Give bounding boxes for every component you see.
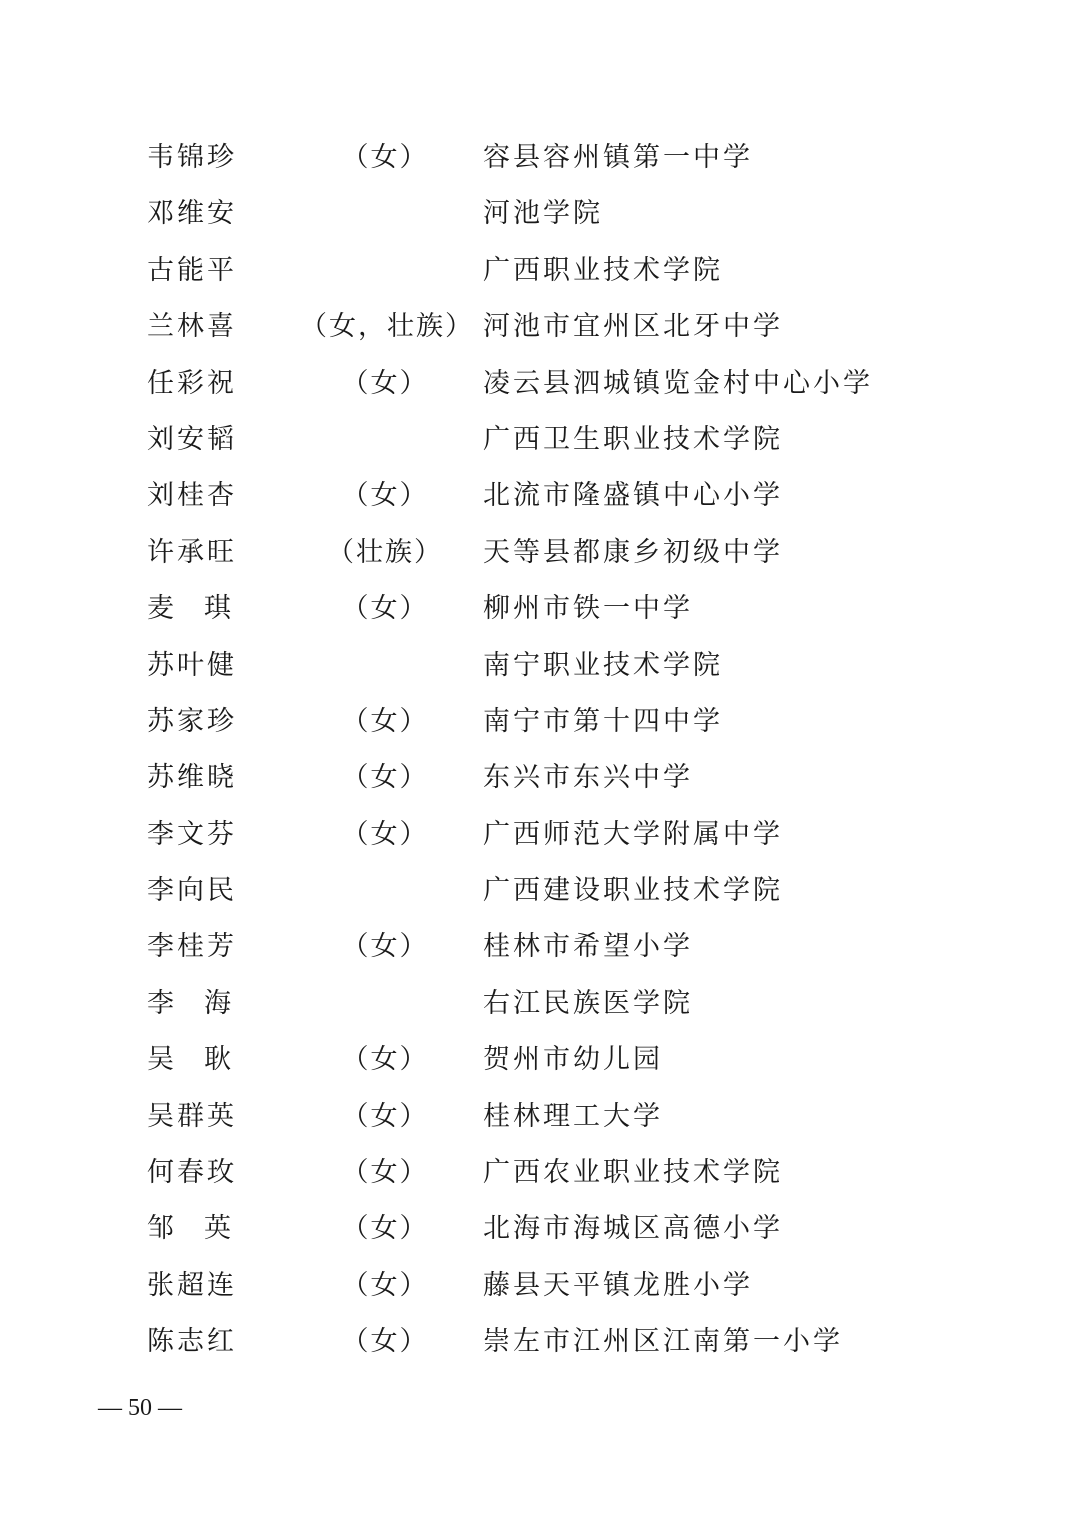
- list-item: [0, 1032, 1074, 1088]
- person-note: （女）: [341, 818, 429, 850]
- person-organization: 北流市隆盛镇中心小学: [483, 480, 783, 512]
- person-organization: 右江民族医学院: [483, 987, 693, 1019]
- person-name: 刘桂杏: [147, 480, 237, 512]
- list-item: [0, 1258, 1074, 1314]
- list-item: [0, 863, 1074, 919]
- person-organization: 桂林理工大学: [483, 1100, 663, 1132]
- person-note: （女，壮族）: [300, 311, 474, 343]
- person-note: （女）: [341, 1269, 429, 1301]
- person-note: （女）: [341, 593, 429, 625]
- list-item: [0, 1089, 1074, 1145]
- person-name: 苏叶健: [147, 649, 237, 681]
- list-item: [0, 186, 1074, 242]
- person-organization: 广西农业职业技术学院: [483, 1157, 783, 1189]
- person-name: 何春玫: [147, 1157, 237, 1189]
- list-item: [0, 750, 1074, 806]
- person-note: （壮族）: [327, 536, 443, 568]
- person-name: 吴耿: [147, 1044, 261, 1076]
- person-organization: 崇左市江州区江南第一小学: [483, 1326, 843, 1358]
- person-name: 张超连: [147, 1269, 237, 1301]
- person-name: 任彩祝: [147, 367, 237, 399]
- list-item: [0, 976, 1074, 1032]
- person-organization: 河池学院: [483, 198, 603, 230]
- person-name: 苏维晓: [147, 762, 237, 794]
- person-note: （女）: [341, 1044, 429, 1076]
- person-name: 兰林喜: [147, 311, 237, 343]
- person-organization: 柳州市铁一中学: [483, 593, 693, 625]
- list-item: [0, 1201, 1074, 1257]
- list-item: [0, 299, 1074, 355]
- person-organization: 容县容州镇第一中学: [483, 142, 753, 173]
- person-organization: 河池市宜州区北牙中学: [483, 311, 783, 343]
- person-name: 刘安韬: [147, 423, 237, 455]
- person-organization: 南宁市第十四中学: [483, 705, 723, 737]
- person-name: 许承旺: [147, 536, 237, 568]
- list-item: [0, 638, 1074, 694]
- list-item: [0, 807, 1074, 863]
- list-item: [0, 694, 1074, 750]
- person-name: 李海: [147, 987, 261, 1019]
- list-item: [0, 919, 1074, 975]
- person-name: 邹英: [147, 1213, 261, 1245]
- list-item: [0, 581, 1074, 637]
- list-item: [0, 130, 1074, 186]
- person-organization: 北海市海城区高德小学: [483, 1213, 783, 1245]
- list-item: [0, 1145, 1074, 1201]
- list-item: [0, 412, 1074, 468]
- list-item: [0, 356, 1074, 412]
- person-note: （女）: [341, 142, 429, 173]
- honoree-list: [0, 130, 1074, 1371]
- list-item: [0, 468, 1074, 524]
- person-name: 李向民: [147, 875, 237, 907]
- person-name: 韦锦珍: [147, 142, 237, 173]
- person-organization: 广西卫生职业技术学院: [483, 423, 783, 455]
- person-organization: 贺州市幼儿园: [483, 1044, 663, 1076]
- person-name: 陈志红: [147, 1326, 237, 1358]
- person-name: 邓维安: [147, 198, 237, 230]
- person-note: （女）: [341, 480, 429, 512]
- person-name: 麦琪: [147, 593, 261, 625]
- person-name: 苏家珍: [147, 705, 237, 737]
- person-organization: 桂林市希望小学: [483, 931, 693, 963]
- person-note: （女）: [341, 367, 429, 399]
- person-organization: 藤县天平镇龙胜小学: [483, 1269, 753, 1301]
- person-note: （女）: [341, 705, 429, 737]
- person-organization: 广西师范大学附属中学: [483, 818, 783, 850]
- person-organization: 广西建设职业技术学院: [483, 875, 783, 907]
- person-note: （女）: [341, 762, 429, 794]
- person-organization: 天等县都康乡初级中学: [483, 536, 783, 568]
- person-name: 李文芬: [147, 818, 237, 850]
- person-name: 古能平: [147, 254, 237, 286]
- person-note: （女）: [341, 1157, 429, 1189]
- person-note: （女）: [341, 1213, 429, 1245]
- person-note: （女）: [341, 1326, 429, 1358]
- person-organization: 广西职业技术学院: [483, 254, 723, 286]
- person-organization: 东兴市东兴中学: [483, 762, 693, 794]
- person-organization: 南宁职业技术学院: [483, 649, 723, 681]
- person-note: （女）: [341, 1100, 429, 1132]
- page-number: — 50 —: [98, 1395, 182, 1421]
- person-note: （女）: [341, 931, 429, 963]
- person-name: 李桂芳: [147, 931, 237, 963]
- list-item: [0, 1314, 1074, 1370]
- person-name: 吴群英: [147, 1100, 237, 1132]
- list-item: [0, 525, 1074, 581]
- person-organization: 凌云县泗城镇览金村中心小学: [483, 367, 873, 399]
- list-item: [0, 243, 1074, 299]
